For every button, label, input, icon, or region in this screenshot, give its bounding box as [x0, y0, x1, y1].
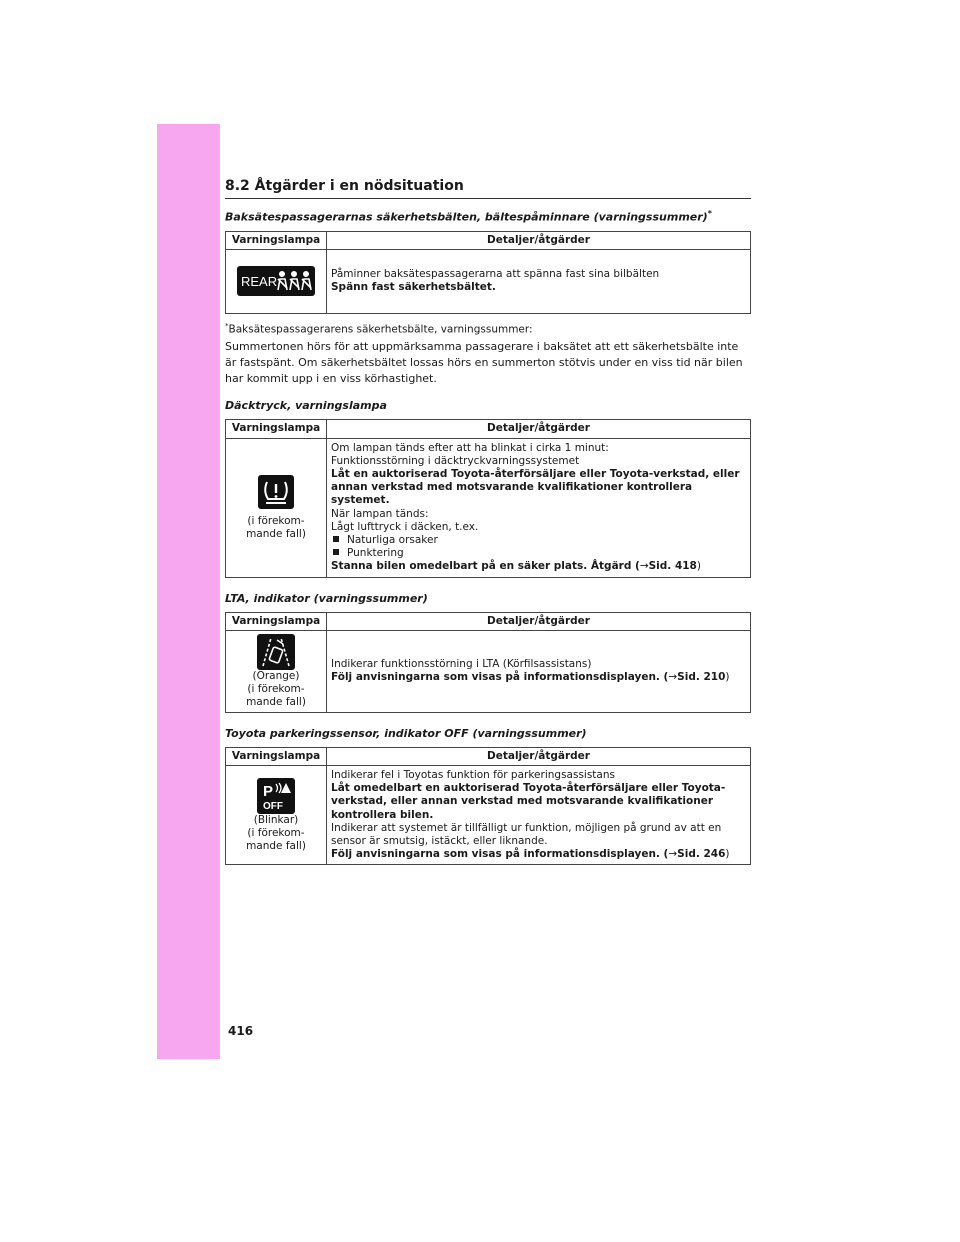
lamp-cell: P OFF (Blinkar) (i förekom- mande fall): [226, 766, 327, 865]
header-details: Detaljer/åtgärder: [327, 747, 751, 765]
page-link[interactable]: Sid. 418: [648, 560, 697, 573]
svg-text:REAR: REAR: [241, 274, 278, 290]
section-title: 8.2 Åtgärder i en nödsituation: [225, 178, 751, 199]
list-item: Punktering: [331, 547, 746, 560]
seatbelt-table-title: Baksätespassagerarnas säkerhetsbälten, bältespåminnare (varningssummer)*: [225, 209, 712, 224]
header-lamp: Varningslampa: [226, 231, 327, 249]
header-lamp: Varningslampa: [226, 612, 327, 630]
header-lamp: Varningslampa: [226, 747, 327, 765]
lamp-cell: [226, 249, 327, 313]
tire-pressure-icon: [258, 475, 294, 509]
page-content: [225, 178, 751, 865]
lta-table: [225, 612, 751, 713]
header-details: Detaljer/åtgärder: [327, 420, 751, 438]
page-link[interactable]: Sid. 246: [677, 848, 726, 861]
page-link[interactable]: Sid. 210: [677, 671, 726, 684]
lta-icon: [257, 634, 295, 670]
parking-sensor-table-title: Toyota parkeringssensor, indikator OFF (varningssummer): [225, 726, 587, 740]
parking-sensor-table: [225, 747, 751, 866]
lamp-cell: (Orange) (i förekom- mande fall): [226, 630, 327, 712]
parking-sensor-off-icon: [257, 778, 295, 814]
details-cell: Indikerar fel i Toyotas funktion för parkeringsassistans Låt omedelbart en auktoriserad Toyota-återförsäljare eller Toyota-verkstad, eller annan verkstad med motsvarande kvalifikationer kontrollera bilen. Indikerar att systemet är tillfälligt ur funktion, möjligen på grund av att en sensor är smutsig, istäckt, eller liknande. Följ anvisningarna som visas på informationsdisplayen. (→Sid. 246): [327, 766, 751, 865]
details-cell: Om lampan tänds efter att ha blinkat i cirka 1 minut: Funktionsstörning i däcktryckvarningssystemet Låt en auktoriserad Toyota-återförsäljare eller Toyota-verkstad, eller annan verkstad med motsvarande kvalifikationer kontrollera systemet. När lampan tänds: Lågt lufttryck i däcken, t.ex. Naturliga orsaker Punktering Stanna bilen omedelbart på en säker plats. Åtgärd (→Sid. 418): [327, 438, 751, 577]
footnote: *Baksätespassagerarens säkerhetsbälte, varningssummer:: [225, 321, 533, 336]
tire-pressure-table: [225, 419, 751, 577]
chapter-tab: [157, 124, 220, 1059]
details-cell: Indikerar funktionsstörning i LTA (Körfilsassistans) Följ anvisningarna som visas på informationsdisplayen. (→Sid. 210): [327, 630, 751, 712]
lta-table-title: LTA, indikator (varningssummer): [225, 591, 428, 605]
page-number: 416: [228, 1024, 254, 1038]
list-item: Naturliga orsaker: [331, 534, 746, 547]
rear-seatbelt-icon: [237, 266, 315, 296]
seatbelt-table: [225, 231, 751, 314]
header-details: Detaljer/åtgärder: [327, 612, 751, 630]
tire-pressure-table-title: Däcktryck, varningslampa: [225, 399, 387, 413]
lamp-cell: (i förekom- mande fall): [226, 438, 327, 577]
svg-text:OFF: OFF: [263, 800, 283, 812]
header-lamp: Varningslampa: [226, 420, 327, 438]
svg-text:P: P: [263, 782, 274, 800]
details-cell: Påminner baksätespassagerarna att spänna fast sina bilbälten Spänn fast säkerhetsbältet.: [327, 249, 751, 313]
summer-paragraph: Summertonen hörs för att uppmärksamma passagerare i baksätet att ett säkerhetsbälte inte är fastspänt. Om säkerhetsbältet lossas hörs en summerton stötvis under en viss tid när bilen har kommit upp i en viss körhastighet.: [225, 340, 743, 386]
header-details: Detaljer/åtgärder: [327, 231, 751, 249]
